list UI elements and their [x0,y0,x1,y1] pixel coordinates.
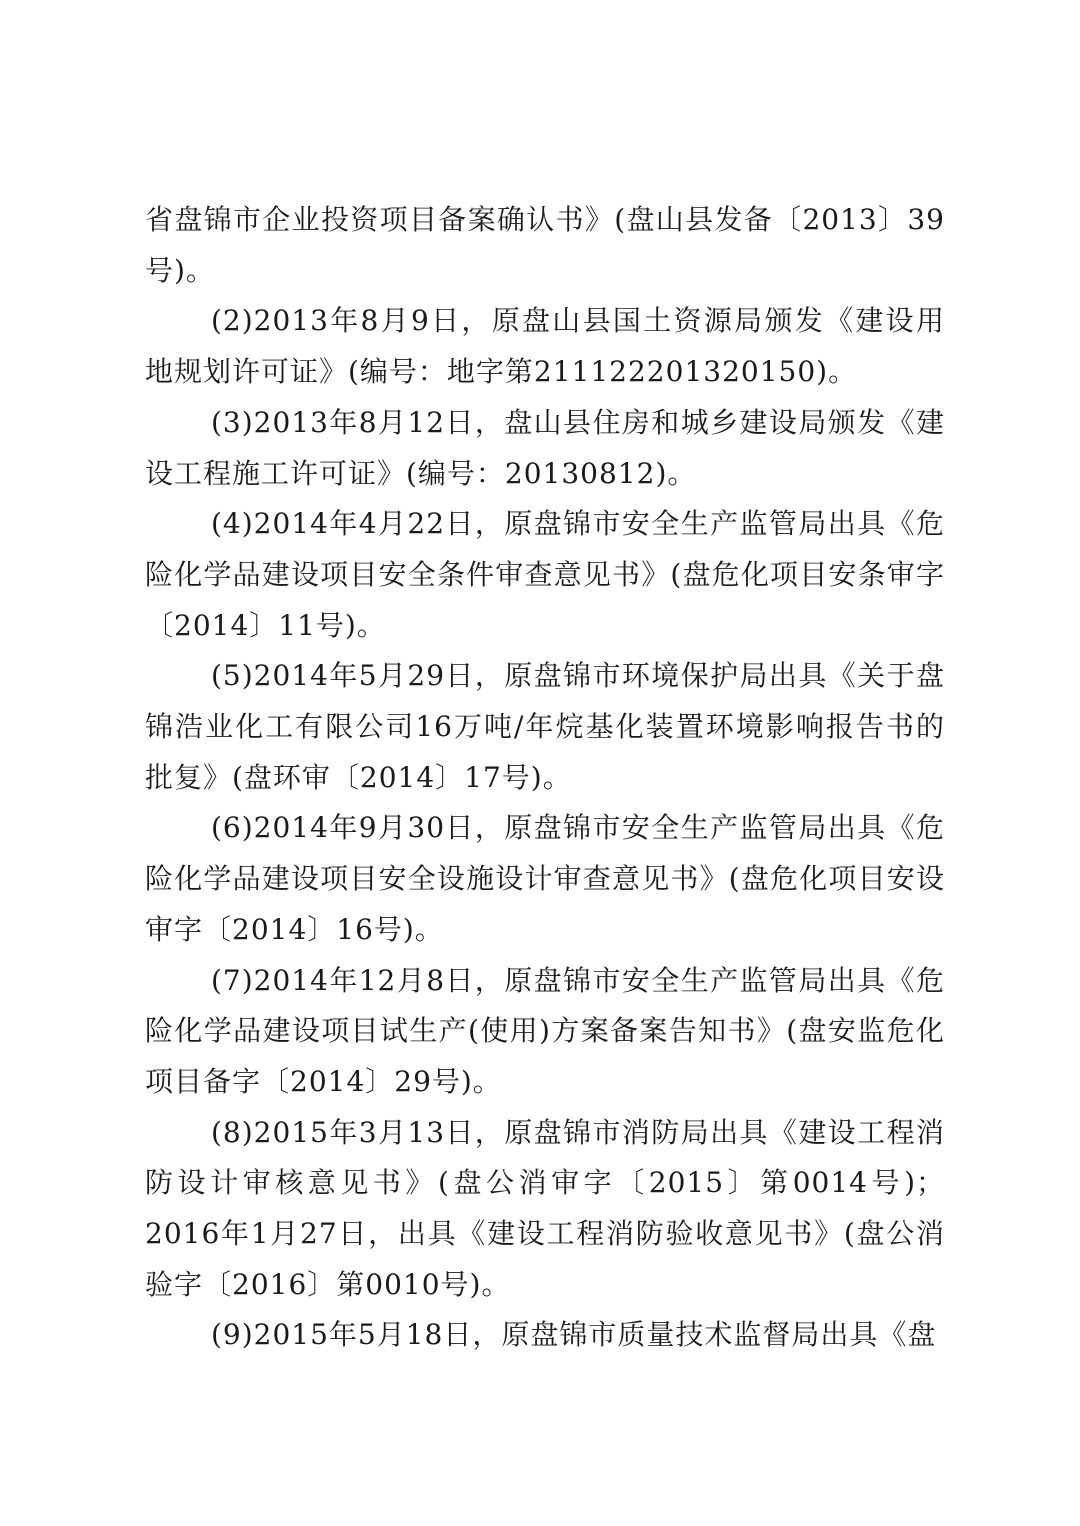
paragraph-item-9: (9)2015年5月18日，原盘锦市质量技术监督局出具《盘 [211,1318,937,1352]
paragraph-item-5: (5)2014年5月29日，原盘锦市环境保护局出具《关于盘锦浩业化工有限公司16万吨/年烷基化装置环境影响报告书的批复》(盘环审〔2014〕17号)。 [145,659,945,794]
document-body [145,195,945,1361]
paragraph-item-6: (6)2014年9月30日，原盘锦市安全生产监管局出具《危险化学品建设项目安全设施设计审查意见书》(盘危化项目安设审字〔2014〕16号)。 [145,811,945,946]
paragraph-item-3: (3)2013年8月12日，盘山县住房和城乡建设局颁发《建设工程施工许可证》(编号：20130812)。 [145,405,945,490]
paragraph-item-7: (7)2014年12月8日，原盘锦市安全生产监管局出具《危险化学品建设项目试生产(使用)方案备案告知书》(盘安监危化项目备字〔2014〕29号)。 [145,963,945,1098]
paragraph-continuation: 省盘锦市企业投资项目备案确认书》(盘山县发备〔2013〕39号)。 [145,203,945,287]
paragraph-item-8: (8)2015年3月13日，原盘锦市消防局出具《建设工程消防设计审核意见书》(盘公消审字〔2015〕第0014号)；2016年1月27日，出具《建设工程消防验收意见书》(盘公消验字〔2016〕第0010号)。 [145,1115,945,1301]
paragraph-item-4: (4)2014年4月22日，原盘锦市安全生产监管局出具《危险化学品建设项目安全条件审查意见书》(盘危化项目安条审字〔2014〕11号)。 [145,507,945,642]
paragraph-item-2: (2)2013年8月9日，原盘山县国土资源局颁发《建设用地规划许可证》(编号：地字第211122201320150)。 [145,304,945,389]
